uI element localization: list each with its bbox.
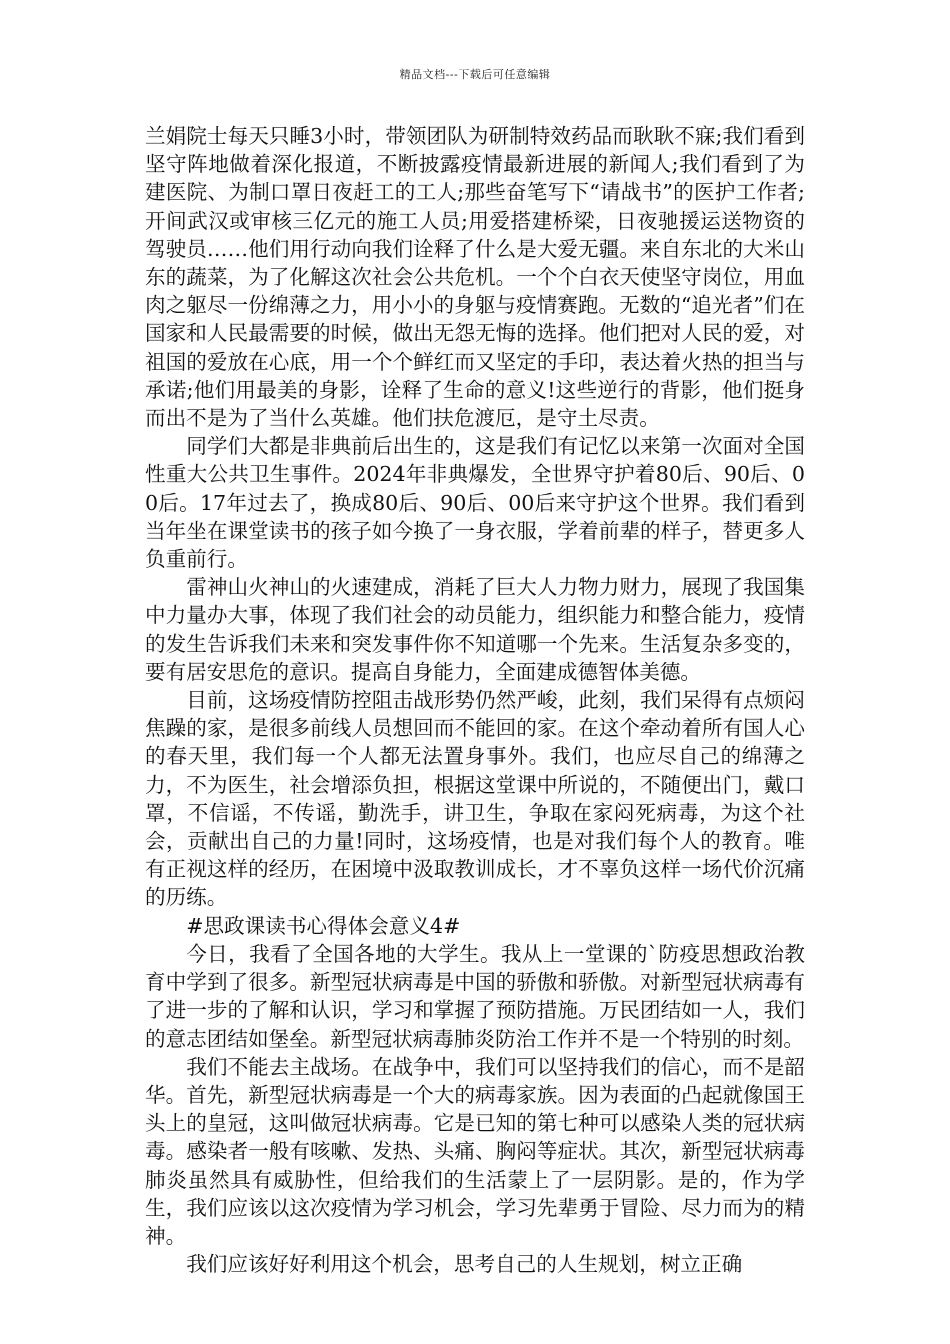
body-paragraph-2: 同学们大都是非典前后出生的，这是我们有记忆以来第一次面对全国性重大公共卫生事件。2024年非典爆发，全世界守护着80后、90后、00后。17年过去了，换成80后、90后、00后来守护这个世界。我们看到当年坐在课堂读书的孩子如今换了一身衣服，学着前辈的样子，替更多人负重前行。 [145,434,805,572]
body-paragraph-1: 兰娟院士每天只睡3小时，带领团队为研制特效药品而耿耿不寐;我们看到坚守阵地做着深化报道，不断披露疫情最新进展的新闻人;我们看到了为建医院、为制口罩日夜赶工的工人;那些奋笔写下“请战书”的医护工作者;开间武汉或审核三亿元的施工人员;用爱搭建桥梁，日夜驰援运送物资的驾驶员……他们用行动向我们诠释了什么是大爱无疆。来自东北的大米山东的蔬菜，为了化解这次社会公共危机。一个个白衣天使坚守岗位，用血肉之躯尽一份绵薄之力，用小小的身躯与疫情赛跑。无数的“追光者”们在国家和人民最需要的时候，做出无怨无悔的选择。他们把对人民的爱，对祖国的爱放在心底，用一个个鲜红而又坚定的手印，表达着火热的担当与承诺;他们用最美的身影，诠释了生命的意义!这些逆行的背影，他们挺身而出不是为了当什么英雄。他们扶危渡厄，是守土尽责。 [145,124,805,431]
body-paragraph-3: 雷神山火神山的火速建成，消耗了巨大人力物力财力，展现了我国集中力量办大事，体现了我们社会的动员能力，组织能力和整合能力，疫情的发生告诉我们未来和突发事件你不知道哪一个先来。生活复杂多变的，要有居安思危的意识。提高自身能力，全面建成德智体美德。 [145,575,805,684]
body-paragraph-7: 我们应该好好利用这个机会，思考自己的人生规划，树立正确 [186,1252,743,1277]
body-paragraph-4: 目前，这场疫情防控阻击战形势仍然严峻，此刻，我们呆得有点烦闷焦躁的家，是很多前线人员想回而不能回的家。在这个牵动着所有国人心的春天里，我们每一个人都无法置身事外。我们，也应尽自己的绵薄之力，不为医生，社会增添负担，根据这堂课中所说的，不随便出门，戴口罩，不信谣，不传谣，勤洗手，讲卫生，争取在家闷死病毒，为这个社会，贡献出自己的力量!同时，这场疫情，也是对我们每个人的教育。唯有正视这样的经历，在困境中汲取教训成长，才不辜负这样一场代价沉痛的历练。 [145,688,805,910]
document-body [145,122,805,1278]
body-paragraph-6: 我们不能去主战场。在战争中，我们可以坚持我们的信心，而不是韶华。首先，新型冠状病毒是一个大的病毒家族。因为表面的凸起就像国王头上的皇冠，这叫做冠状病毒。它是已知的第七种可以感染人类的冠状病毒。感染者一般有咳嗽、发热、头痛、胸闷等症状。其次，新型冠状病毒肺炎虽然具有威胁性，但给我们的生活蒙上了一层阴影。是的，作为学生，我们应该以这次疫情为学习机会，学习先辈勇于冒险、尽力而为的精神。 [145,1054,805,1248]
section-heading: #思政课读书心得体会意义4# [186,913,461,938]
body-paragraph-5: 今日，我看了全国各地的大学生。我从上一堂课的`防疫思想政治教育中学到了很多。新型冠状病毒是中国的骄傲和骄傲。对新型冠状病毒有了进一步的了解和认识，学习和掌握了预防措施。万民团结如一人，我们的意志团结如堡垒。新型冠状病毒肺炎防治工作并不是一个特别的时刻。 [145,941,805,1051]
page-header: 精品文档---下载后可任意编辑 [399,68,551,81]
